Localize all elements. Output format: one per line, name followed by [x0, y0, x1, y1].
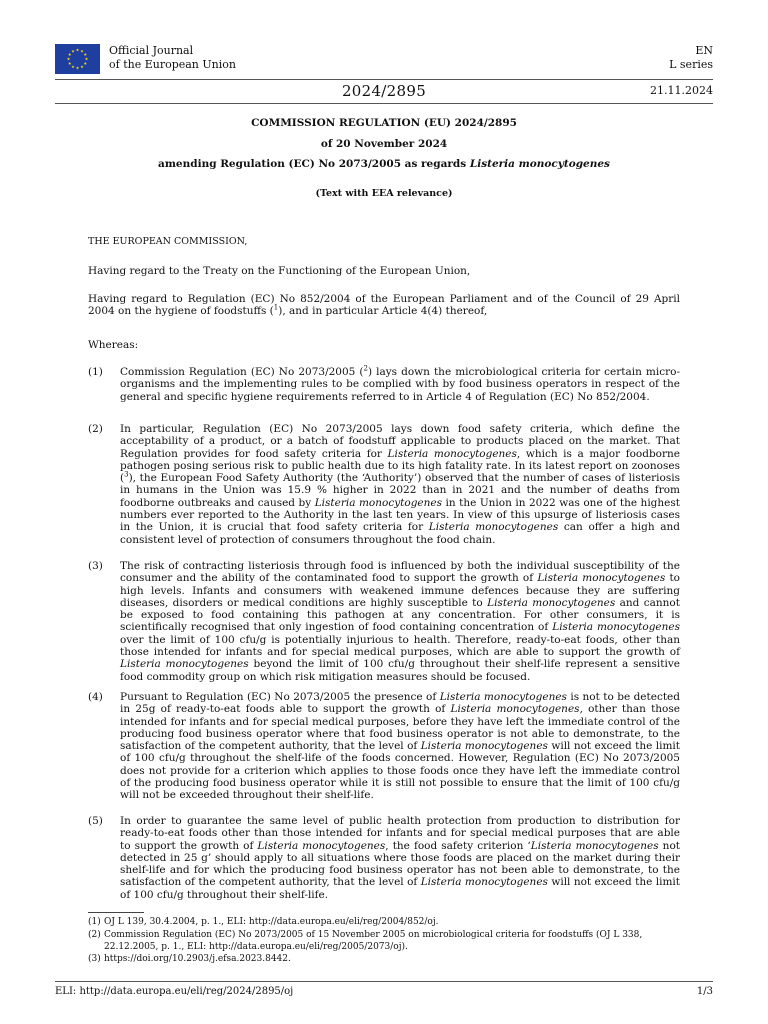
- recital-5: [88, 815, 680, 901]
- recital-segment: can offer a high and consistent level of protection of consumers throughout the food chain.: [120, 521, 680, 546]
- recital-number: (2): [88, 423, 103, 435]
- recital-number: (1): [88, 366, 103, 378]
- header-rule: [55, 79, 713, 80]
- journal-line2: of the European Union: [109, 58, 236, 71]
- species-name: Listeria monocytogenes: [450, 703, 580, 716]
- eea-relevance: (Text with EEA relevance): [315, 188, 453, 199]
- recital-4: [88, 691, 680, 802]
- series-label: L series: [669, 58, 713, 71]
- footnote-text: OJ L 139, 30.4.2004, p. 1., ELI: http://data.europa.eu/eli/reg/2004/852/oj.: [104, 917, 439, 927]
- recital-text: [120, 815, 680, 901]
- footnote-ref: 3: [124, 470, 129, 479]
- footnote-ref: 2: [363, 364, 368, 373]
- recital-segment: The risk of contracting listeriosis through food is influenced by both the individual susceptibility of the consumer and the ability of the contaminated food to support the growth of: [120, 560, 680, 585]
- footnote-1: [88, 917, 680, 929]
- journal-line1: Official Journal: [109, 44, 194, 57]
- recital-segment: In particular, Regulation (EC) No 2073/2005 lays down food safety criteria, which define the acceptability of a product, or a batch of foodstuff applicable to products placed on the market. That Regulation provides for food safety criteria for: [120, 423, 680, 460]
- recital-segment: ) lays down the microbiological criteria for certain micro-organisms and the implementing rules to be complied with by food business operators in respect of the general and specific hygiene requirements referred to in Article 4 of Regulation (EC) No 852/2004.: [120, 366, 680, 403]
- species-name: Listeria monocytogenes: [487, 596, 616, 609]
- species-name: Listeria monocytogenes: [537, 572, 666, 585]
- species-name: Listeria monocytogenes: [314, 496, 442, 509]
- recital-2: [88, 423, 680, 546]
- regulation-subject: [0, 158, 768, 170]
- species-name: Listeria monocytogenes: [439, 691, 567, 703]
- recital-number: (3): [88, 560, 103, 572]
- recital-text: [120, 560, 680, 683]
- footnote-ref-1: 1: [273, 303, 279, 312]
- recital-segment: and cannot be exposed to food containing this pathogen at any concentration. For other consumers, it is scientifically recognised that only ingestion of food containing concentration of: [120, 596, 680, 634]
- recital-segment: over the limit of 100 cfu/g is potentially injurious to health. Therefore, ready-to-eat foods, other than those intended for infants and for special medical purposes, which are able to support the growth of: [120, 633, 680, 659]
- recital-text: [120, 423, 680, 546]
- recital-number: (4): [88, 691, 103, 703]
- eu-stars-icon: [55, 44, 100, 74]
- eu-flag-logo: [55, 44, 100, 74]
- whereas-label: Whereas:: [88, 339, 139, 351]
- footer-rule: [55, 981, 713, 982]
- recital-segment: Pursuant to Regulation (EC) No 2073/2005 the presence of: [120, 691, 440, 703]
- regulation-paragraph: [88, 293, 680, 318]
- recital-segment: to high levels. Infants and consumers with weakened immune defences because they are suffering diseases, disorders or medical conditions are highly susceptible to: [120, 572, 681, 609]
- footnote-separator: [88, 912, 144, 913]
- eli-link[interactable]: ELI: http://data.europa.eu/eli/reg/2024/2895/oj: [55, 986, 294, 997]
- species-name: Listeria monocytogenes: [420, 876, 548, 889]
- recital-3: [88, 560, 680, 683]
- footnote-2: [88, 930, 680, 953]
- footnote-marker: (2): [88, 930, 101, 940]
- recital-segment: in the Union in 2022 was one of the highest numbers ever reported to the Authority in the last ten years. In view of this upsurge of listeriosis cases in the Union, it is crucial that food safety criteria for: [120, 496, 680, 534]
- recital-segment: , the food safety criterion ‘: [385, 839, 531, 852]
- footnote-marker: (1): [88, 917, 101, 927]
- recital-segment: not detected in 25 g’ should apply to all situations where those foods are placed on the market during their shelf-life and for which the producing food business operator has not been able to demonstrate, to the satisfaction of the competent authority, that the level of: [120, 839, 680, 889]
- recital-number: (5): [88, 815, 103, 827]
- treaty-paragraph: Having regard to the Treaty on the Functioning of the European Union,: [88, 265, 471, 277]
- recital-segment: is not to be detected in 25g of ready-to-eat foods able to support the growth of: [120, 691, 680, 716]
- recital-text: [120, 691, 680, 802]
- subject-species: Listeria monocytogenes: [469, 158, 610, 170]
- journal-name: [109, 44, 236, 72]
- commission-heading: THE EUROPEAN COMMISSION,: [88, 236, 248, 247]
- language-code: EN: [695, 44, 713, 57]
- species-name: Listeria monocytogenes: [552, 621, 680, 634]
- recital-1: [88, 366, 680, 403]
- language-series: [669, 44, 713, 72]
- regulation-text-a: Having regard to Regulation (EC) No 852/2004 of the European Parliament and of the Council of 29 April 2004 on the hygiene of foodstuffs (: [88, 293, 680, 318]
- regulation-title: COMMISSION REGULATION (EU) 2024/2895: [251, 117, 517, 129]
- species-name: Listeria monocytogenes: [120, 658, 249, 671]
- recital-segment: beyond the limit of 100 cfu/g throughout their shelf-life represent a sensitive food commodity group on which risk mitigation measures should be focused.: [120, 658, 680, 683]
- regulation-text-b: ), and in particular Article 4(4) thereof,: [278, 305, 488, 318]
- species-name: Listeria monocytogenes: [420, 740, 548, 753]
- document-number: 2024/2895: [341, 82, 427, 100]
- species-name: Listeria monocytogenes: [428, 521, 559, 534]
- page-number: 1/3: [696, 986, 713, 997]
- recital-segment: In order to guarantee the same level of public health protection from production to distribution for ready-to-eat foods other than those intended for infants and for special medical purposes that are able to support the growth of: [120, 815, 680, 852]
- footnote-marker: (3): [88, 954, 101, 964]
- recital-segment: will not exceed the limit of 100 cfu/g throughout the shelf-life of the foods concerned. However, Regulation (EC) No 2073/2005 does not provide for a criterion which applies to those foods once they have left the immediate control of the producing food business operator while it is still not possible to ensure that the limit of 100 cfu/g will not be exceeded throughout their shelf-life.: [120, 740, 680, 802]
- footnote-text: https://doi.org/10.2903/j.efsa.2023.8442.: [104, 954, 291, 964]
- subject-text: amending Regulation (EC) No 2073/2005 as regards: [158, 158, 470, 170]
- recital-segment: , other than those intended for infants and for special medical purposes, before they have left the immediate control of the producing food business operator where that food business operator is not able to demonstrate, to the satisfaction of the competent authority, that the level of: [120, 703, 680, 753]
- recital-segment: will not exceed the limit of 100 cfu/g throughout their shelf-life.: [120, 876, 680, 901]
- species-name: Listeria monocytogenes: [387, 447, 517, 460]
- species-name: Listeria monocytogenes: [257, 839, 386, 852]
- recital-segment: ), the European Food Safety Authority (the ‘Authority’) observed that the number of cases of listeriosis in humans in the Union was 15.9 % higher in 2022 than in 2021 and the number of deaths from foodborne outbreaks and caused by: [120, 472, 680, 509]
- recital-text: [120, 366, 680, 403]
- header-rule-bottom: [55, 103, 713, 104]
- footnote-3: [88, 954, 680, 966]
- species-name: Listeria monocytogenes: [530, 839, 659, 852]
- recital-segment: Commission Regulation (EC) No 2073/2005 (: [120, 366, 364, 378]
- regulation-date: of 20 November 2024: [320, 138, 448, 150]
- recital-segment: , which is a major foodborne pathogen posing serious risk to public health due to its high fatality rate. In its latest report on zoonoses (: [120, 447, 680, 485]
- publication-date: 21.11.2024: [650, 84, 713, 97]
- footnote-text: Commission Regulation (EC) No 2073/2005 of 15 November 2005 on microbiological criteria for foodstuffs (OJ L 338, 22.12.2005, p. 1., ELI: http://data.europa.eu/eli/reg/2005/2073/oj).: [104, 930, 643, 952]
